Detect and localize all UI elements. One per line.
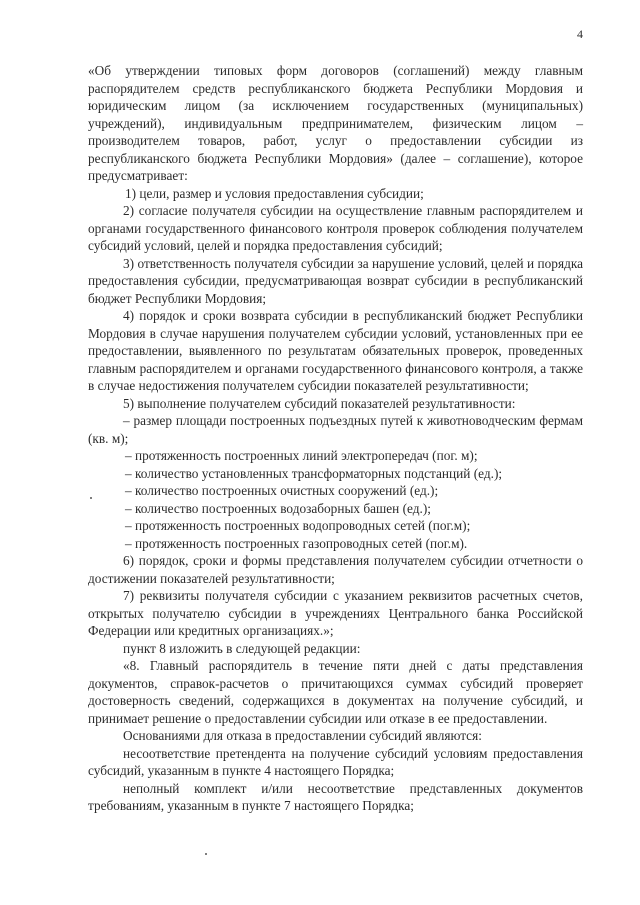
paragraph-refusal-ground-1: несоответствие претендента на получение субсидий условиям предоставления субсидий, указанным в пункте 4 настоящего Порядка; xyxy=(88,745,583,778)
paragraph-item-1: 1) цели, размер и условия предоставления субсидии; xyxy=(125,185,424,201)
paragraph-item-2: 2) согласие получателя субсидии на осуществление главным распорядителем и органами государственного финансового контроля проверок соблюдения получателем субсидий условий, целей и порядка предоставления субсидий; xyxy=(88,203,583,253)
paragraph-item-4: 4) порядок и сроки возврата субсидии в республиканский бюджет Республики Мордовия в случае нарушения получателем субсидии условий, установленных при ее предоставлении, выявленного по результатам обязательных проверок, проведенных главным распорядителем и органами государственного финансового контроля, а также в случае недостижения получателем субсидии показателей результативности; xyxy=(88,308,583,393)
list-item-indicator: – протяженность построенных линий электропередач (пог. м); xyxy=(125,448,478,463)
paragraph-item-3: 3) ответственность получателя субсидии за нарушение условий, целей и порядка предоставления субсидии, предусматривающая возврат субсидии в республиканский бюджет Республики Мордовия; xyxy=(88,255,583,306)
paragraph-point-8-heading: пункт 8 изложить в следующей редакции: xyxy=(123,640,361,656)
list-item-indicator: – протяженность построенных водопроводных сетей (пог.м); xyxy=(125,518,471,533)
page-number: 4 xyxy=(577,27,583,41)
list-item-indicator: – количество установленных трансформаторных подстанций (ед.); xyxy=(125,465,503,481)
paragraph-item-7: 7) реквизиты получателя субсидии с указанием реквизитов расчетных счетов, открытых получателю субсидии в учреждениях Центрального банка Российской Федерации или кредитных организациях.»; xyxy=(88,588,583,638)
list-item-indicator: – количество построенных очистных сооружений (ед.); xyxy=(125,483,439,498)
list-item-indicator: – размер площади построенных подъездных путей к животноводческим фермам (кв. м); xyxy=(88,413,583,446)
list-item-indicator: – количество построенных водозаборных башен (ед.); xyxy=(125,500,431,516)
paragraph-agreement-intro: «Об утверждении типовых форм договоров (соглашений) между главным распорядителем средств республиканского бюджета Республики Мордовия и юридическим лицом (за исключением государственных (муниципальных) учреждений), индивидуальным предпринимателем, физическим лицом – производителем товаров, работ, услуг о предоставлении субсидии из республиканского бюджета Республики Мордовия» (далее – соглашение), которое предусматривает: xyxy=(88,63,583,183)
paragraph-item-6: 6) порядок, сроки и формы представления получателем субсидии отчетности о достижении показателей результативности; xyxy=(88,553,583,586)
list-item-indicator: – протяженность построенных газопроводных сетей (пог.м). xyxy=(125,535,468,551)
paragraph-refusal-grounds: Основаниями для отказа в предоставлении субсидий являются: xyxy=(123,728,482,743)
paragraph-point-8-text: «8. Главный распорядитель в течение пяти дней с даты представления документов, справок-расчетов о причитающихся суммах субсидий проверяет достоверность сведений, содержащихся в документах на получение субсидий, и принимает решение о предоставлении субсидии или отказе в ее предоставлении. xyxy=(88,658,583,726)
scan-speck xyxy=(205,853,207,855)
paragraph-refusal-ground-2: неполный комплект и/или несоответствие представленных документов требованиям, указанным в пункте 7 настоящего Порядка; xyxy=(88,780,583,813)
document-body xyxy=(88,62,583,815)
scan-speck xyxy=(90,497,92,499)
paragraph-item-5: 5) выполнение получателем субсидий показателей результативности: xyxy=(123,395,516,411)
